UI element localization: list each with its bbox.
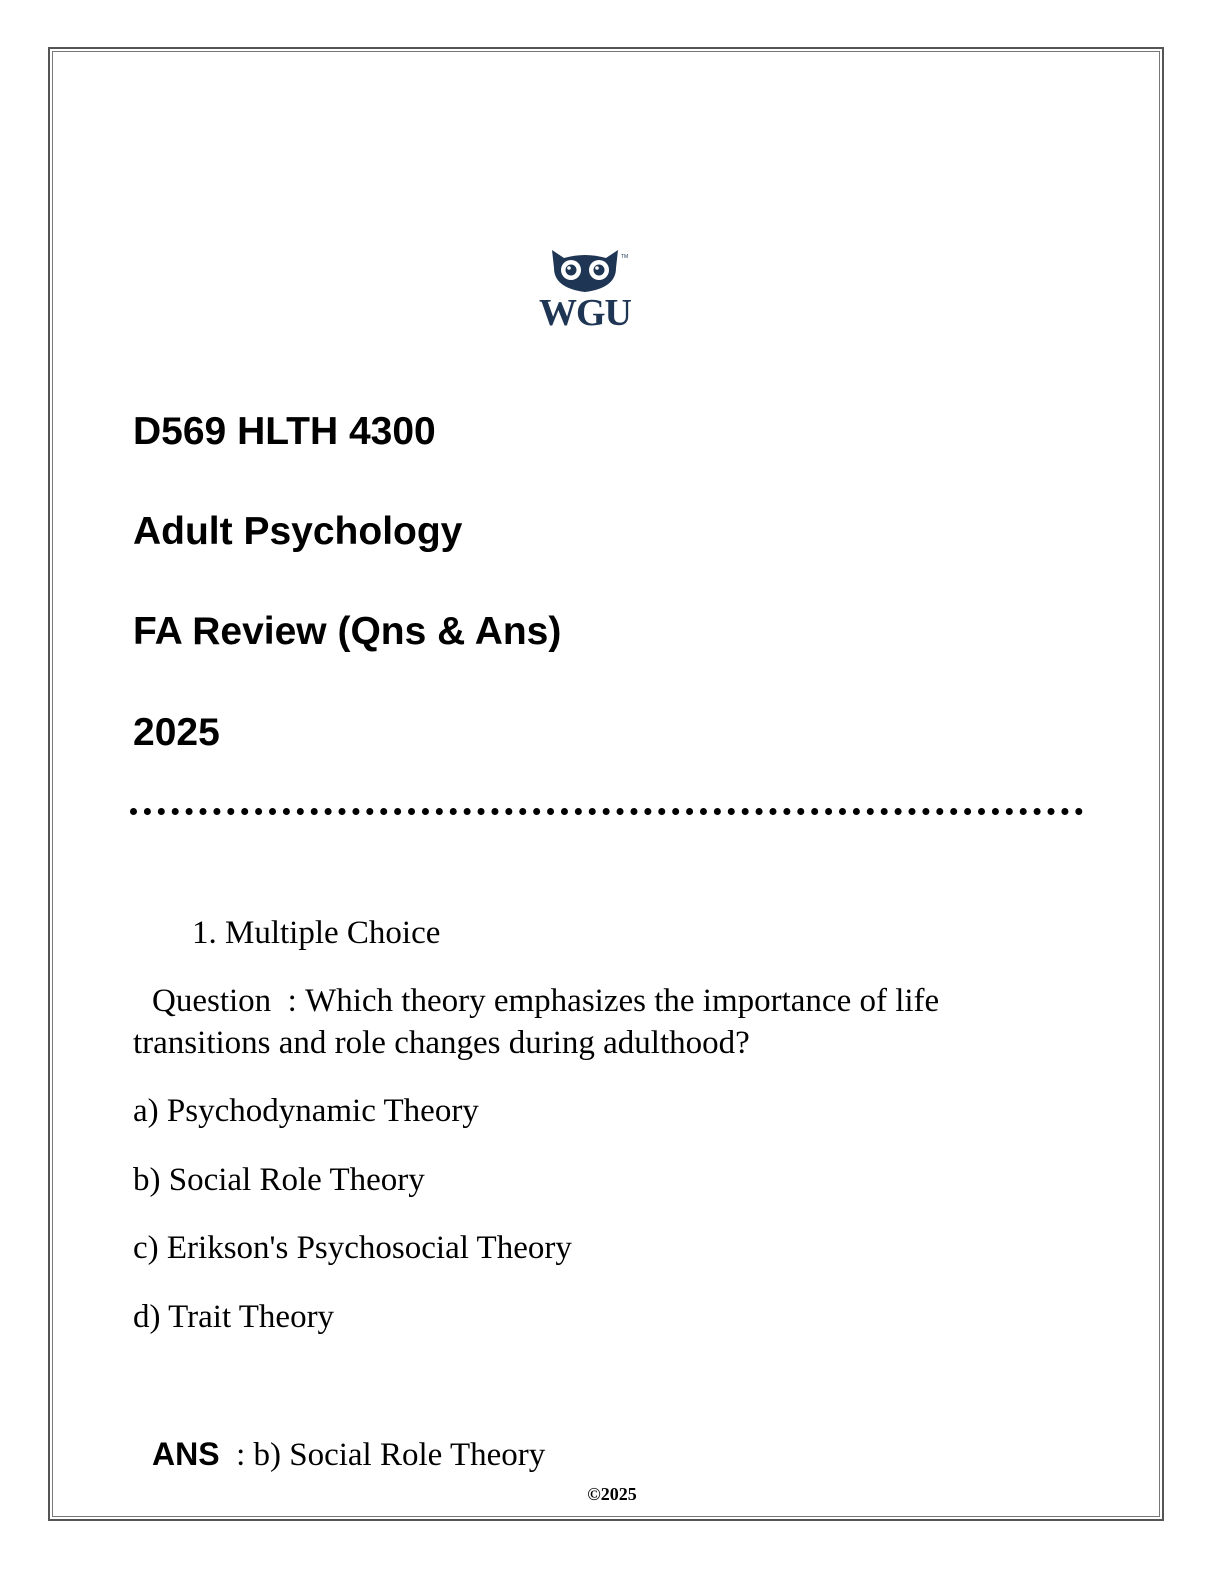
wgu-logo [530,246,640,336]
dotted-divider [130,808,1083,815]
option-c: c) Erikson's Psychosocial Theory [133,1230,572,1266]
option-a: a) Psychodynamic Theory [133,1093,479,1129]
question-text-line-2: transitions and role changes during adulthood? [133,1025,750,1061]
owl-icon [530,246,640,294]
logo-text: WGU [539,292,631,334]
copyright-footer: ©2025 [587,1484,637,1504]
option-d: d) Trait Theory [133,1299,335,1335]
year-heading: 2025 [133,711,220,754]
question-text-line-1: Which theory emphasizes the importance of life [305,983,940,1019]
option-b: b) Social Role Theory [133,1162,425,1198]
svg-text:TM: TM [621,254,629,260]
answer-line [152,1438,545,1472]
course-code-heading: D569 HLTH 4300 [133,410,436,453]
answer-text: b) Social Role Theory [253,1437,546,1473]
question-label: Question [152,983,272,1019]
question-number-label: 1. Multiple Choice [192,915,441,951]
answer-label: ANS [152,1436,220,1472]
answer-separator: : [236,1437,246,1473]
document-type-heading: FA Review (Qns & Ans) [133,610,562,653]
question-line-1 [152,985,939,1018]
question-separator: : [287,983,297,1019]
course-title-heading: Adult Psychology [133,510,463,553]
